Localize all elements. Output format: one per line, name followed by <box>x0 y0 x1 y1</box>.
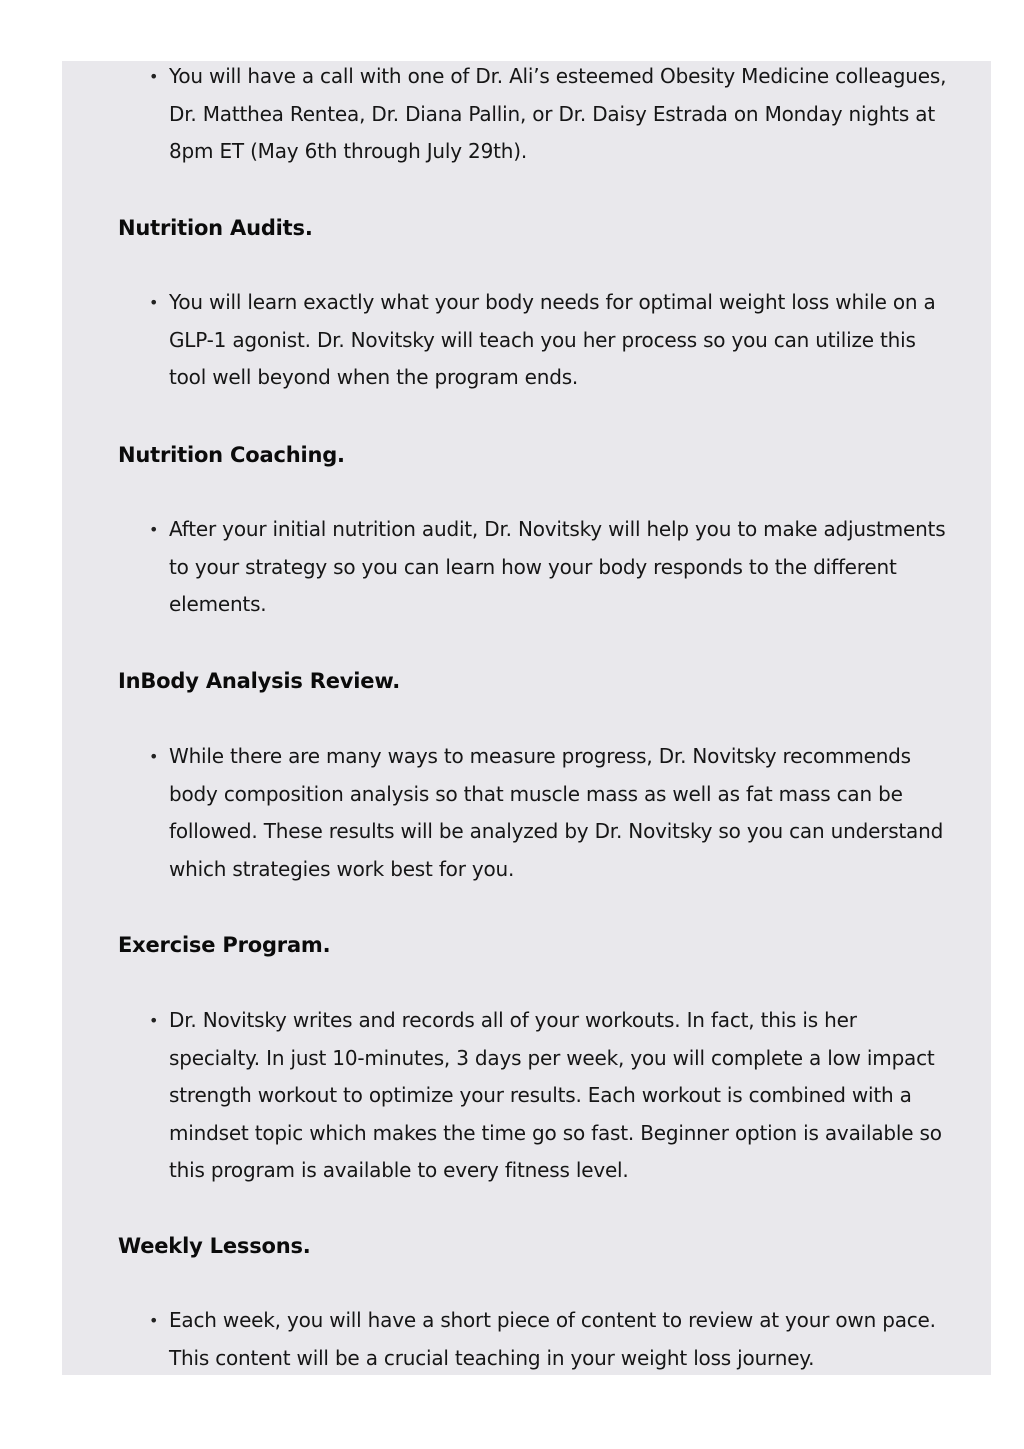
section-weekly-lessons <box>118 1231 948 1261</box>
section-inbody-review-body <box>118 738 948 888</box>
intro-list <box>118 61 948 171</box>
section-nutrition-audits <box>118 213 948 243</box>
list-item: • Each week, you will have a short piece of content to review at your own pace. This content will be a crucial teaching in your weight loss journey. <box>169 1302 948 1375</box>
list-item: • You will learn exactly what your body needs for optimal weight loss while on a GLP-1 agonist. Dr. Novitsky will teach you her process so you can utilize this tool well beyond when the program ends. <box>169 284 948 397</box>
list-item: • You will have a call with one of Dr. Ali’s esteemed Obesity Medicine colleagues, Dr. Matthea Rentea, Dr. Diana Pallin, or Dr. Daisy Estrada on Monday nights at 8pm ET (May 6th through July 29th). <box>169 61 948 171</box>
bullet-list <box>118 511 948 624</box>
section-nutrition-coaching <box>118 440 948 470</box>
intro-block <box>118 61 948 171</box>
list-item: • Dr. Novitsky writes and records all of your workouts. In fact, this is her specialty. In just 10-minutes, 3 days per week, you will complete a low impact strength workout to optimize your results. Each workout is combined with a mindset topic which makes the time go so fast. Beginner option is available so this program is available to every fitness level. <box>169 1002 948 1190</box>
list-item: • After your initial nutrition audit, Dr. Novitsky will help you to make adjustments to your strategy so you can learn how your body responds to the different elements. <box>169 511 948 624</box>
section-heading: Nutrition Audits. <box>118 216 313 240</box>
bullet-list <box>118 1002 948 1190</box>
bullet-list <box>118 1302 948 1375</box>
bullet-list <box>118 284 948 397</box>
list-item: • While there are many ways to measure progress, Dr. Novitsky recommends body composition analysis so that muscle mass as well as fat mass can be followed. These results will be analyzed by Dr. Novitsky so you can understand which strategies work best for you. <box>169 738 948 888</box>
bullet-list <box>118 738 948 888</box>
section-inbody-review <box>118 666 948 696</box>
section-nutrition-coaching-body <box>118 511 948 624</box>
section-heading: Weekly Lessons. <box>118 1234 311 1258</box>
section-exercise-program-body <box>118 1002 948 1190</box>
section-weekly-lessons-body <box>118 1302 948 1375</box>
section-heading: Nutrition Coaching. <box>118 443 345 467</box>
section-exercise-program <box>118 930 948 960</box>
section-nutrition-audits-body <box>118 284 948 397</box>
content-panel <box>62 61 991 1375</box>
section-heading: InBody Analysis Review. <box>118 669 400 693</box>
section-heading: Exercise Program. <box>118 933 331 957</box>
